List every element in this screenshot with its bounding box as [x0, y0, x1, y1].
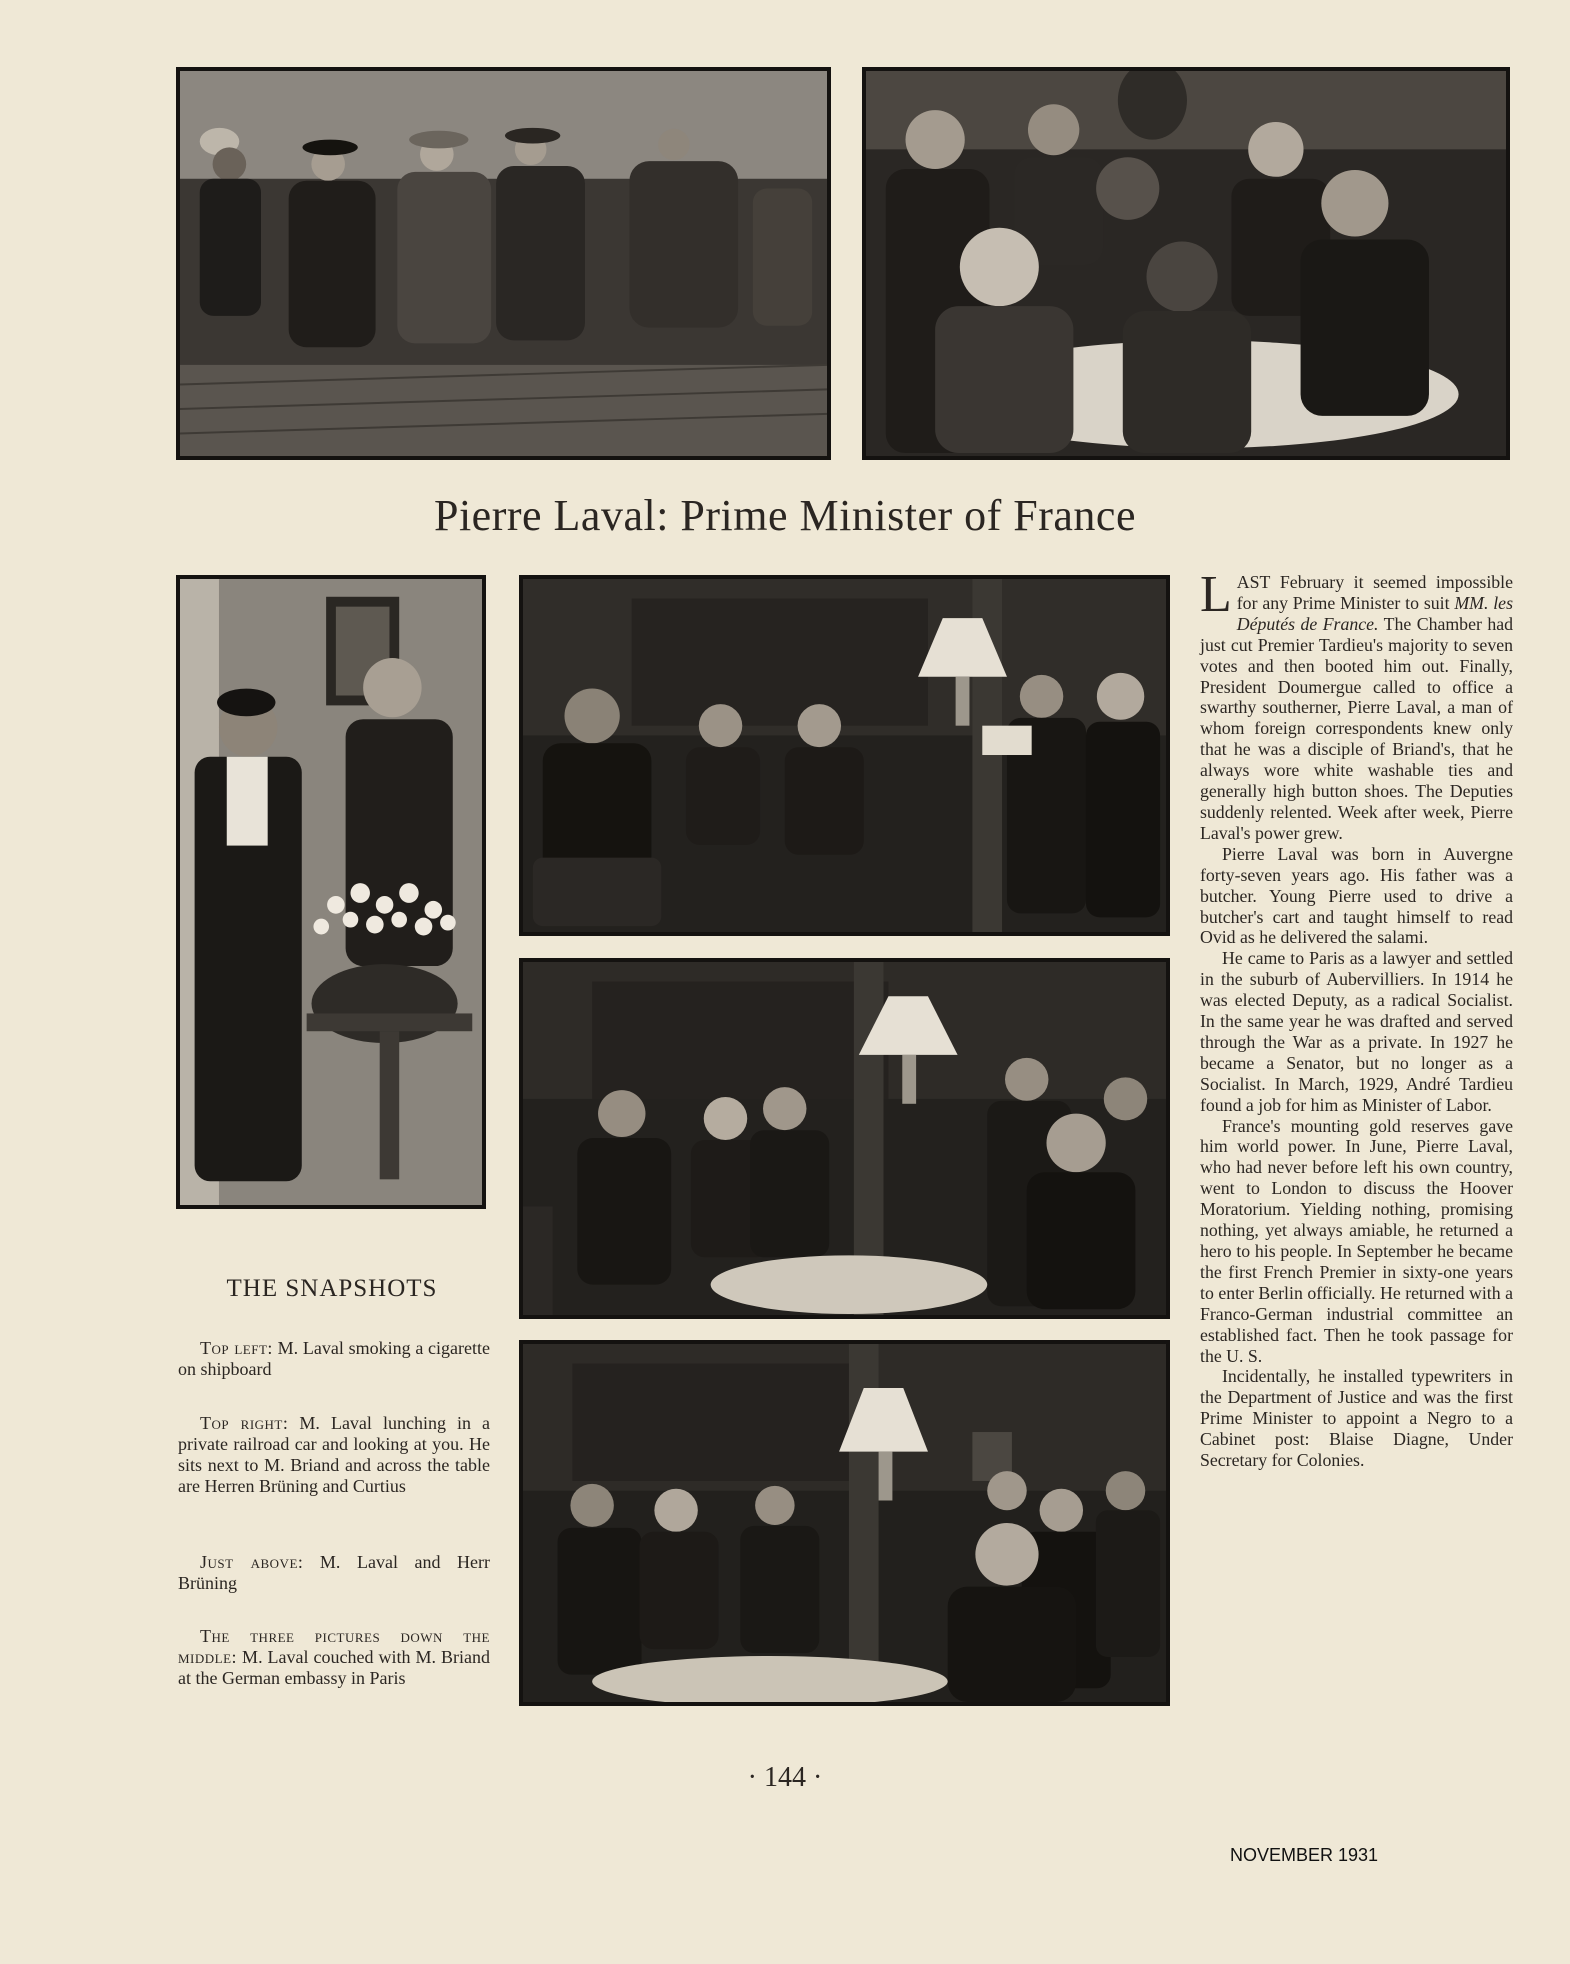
article-text: The Chamber had just cut Premier Tardieu's majority to seven votes and then booted him out. Finally, President Doumergue called to office a swarthy southerner, Pierre Laval, a man of whom foreign correspondents knew only that he was a disciple of Briand's, that he always wore white washable ties and generally high button shoes. The Deputies suddenly relented. Week after week, Pierre Laval's power grew.: [1200, 613, 1514, 843]
article-paragraph: [1200, 566, 1514, 844]
caption-lead: Top right:: [200, 1413, 289, 1433]
caption-top-left: [178, 1338, 490, 1380]
snapshots-heading: THE SNAPSHOTS: [226, 1275, 438, 1302]
photo-middle-3: [519, 1340, 1170, 1706]
issue-date: NOVEMBER 1931: [1230, 1845, 1379, 1865]
drop-cap: L: [1200, 566, 1232, 623]
article-body: [1200, 566, 1514, 1471]
page-number: · 144 ·: [747, 1762, 823, 1793]
caption-just-above: [178, 1552, 490, 1594]
embassy-photo-1-icon: [523, 579, 1166, 932]
laval-bruning-photo-icon: [180, 579, 482, 1205]
caption-text: M. Laval couched with M. Briand at the German embassy in Paris: [178, 1647, 490, 1688]
page-title: Pierre Laval: Prime Minister of France: [433, 491, 1136, 540]
article-italic: MM. les Députés de France.: [1236, 592, 1513, 634]
caption-top-right: [178, 1413, 490, 1497]
shipboard-photo-icon: [180, 71, 827, 456]
photo-top-right: [862, 67, 1510, 460]
photo-top-left: [176, 67, 831, 460]
caption-three-pictures: [178, 1626, 490, 1689]
photo-middle-2: [519, 958, 1170, 1319]
caption-lead: Just above:: [200, 1552, 304, 1572]
article-paragraph: Pierre Laval was born in Auvergne forty-seven years ago. His father was a butcher. Young Pierre used to drive a butcher's cart and taught himself to read Ovid as he delivered the salami.: [1200, 843, 1513, 948]
photo-left-tall: [176, 575, 486, 1209]
article-text: February it seemed impossible for any Prime Minister to suit: [1236, 572, 1513, 613]
railroad-car-photo-icon: [866, 71, 1506, 456]
embassy-photo-2-icon: [523, 962, 1166, 1315]
article-paragraph: France's mounting gold reserves gave him world power. In June, Pierre Laval, who had never before left his own country, went to London to discuss the Hoover Moratorium. Yielding nothing, promising nothing, yet always amiable, he returned a hero to his people. In September he became the first French Premier in sixty-one years to enter Berlin officially. He returned with a Franco-German industrial committee an established fact. Then he took passage for the U. S.: [1200, 1115, 1513, 1366]
article-paragraph: Incidentally, he installed typewriters in the Department of Justice and was the first Prime Minister to appoint a Negro to a Cabinet post: Blaise Diagne, Under Secretary for Colonies.: [1200, 1366, 1513, 1471]
article-opening-caps: AST: [1236, 572, 1271, 592]
article-paragraph: He came to Paris as a lawyer and settled in the suburb of Aubervilliers. In 1914 he was elected Deputy, as a radical Socialist. In the same year he was drafted and served through the War as a private. In 1927 he became a Senator, but no longer as a Socialist. In March, 1929, André Tardieu found a job for him as Minister of Labor.: [1200, 948, 1513, 1115]
photo-middle-1: [519, 575, 1170, 936]
caption-lead: Top left:: [200, 1338, 273, 1358]
embassy-photo-3-icon: [523, 1344, 1166, 1702]
caption-text: M. Laval smoking a cigarette on shipboard: [178, 1338, 490, 1379]
caption-text: M. Laval and Herr Brüning: [178, 1552, 490, 1593]
caption-lead: The three pictures down the middle:: [178, 1626, 490, 1667]
caption-text: M. Laval lunching in a private railroad car and looking at you. He sits next to M. Briand and across the table are Herren Brüning and Curtius: [178, 1413, 490, 1496]
